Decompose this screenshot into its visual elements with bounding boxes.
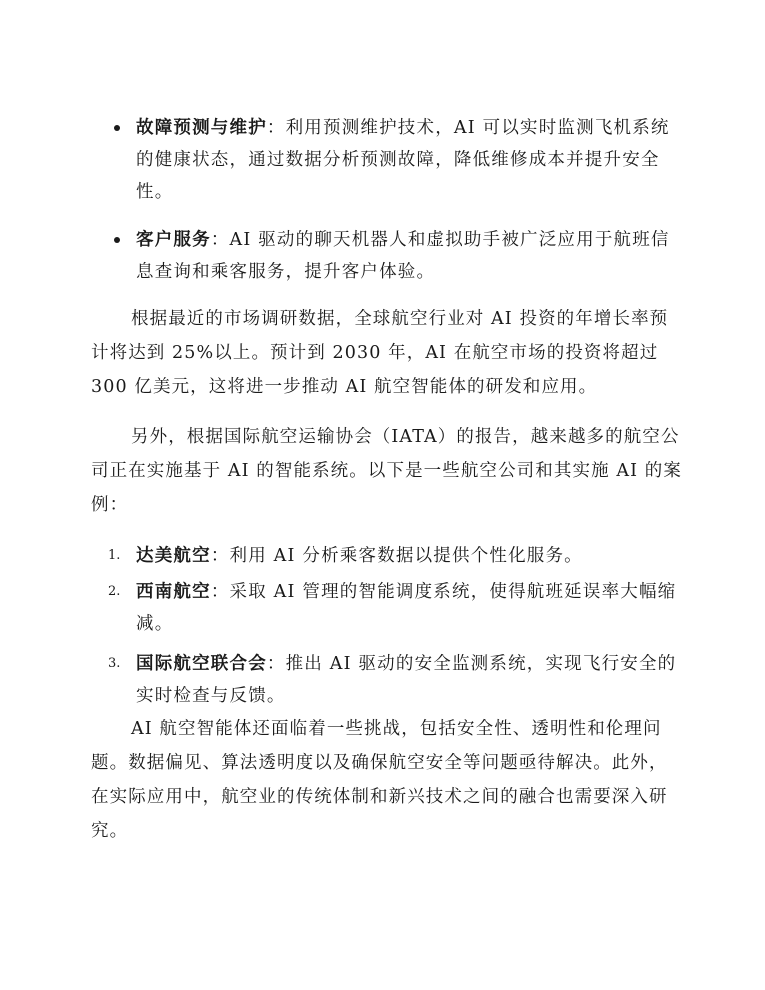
bullet-dot-icon (114, 125, 120, 131)
numbered-text: ：推出 AI 驱动的安全监测系统，实现飞行安全的实时检查与反馈。 (136, 654, 677, 706)
numbered-term: 国际航空联合会 (136, 654, 267, 674)
numbered-item-delta (108, 540, 681, 572)
bullet-text: ：AI 驱动的聊天机器人和虚拟助手被广泛应用于航班信息查询和乘客服务，提升客户体验。 (136, 230, 670, 282)
numbered-term: 西南航空 (136, 582, 211, 602)
bullet-term: 故障预测与维护 (136, 118, 267, 138)
numbered-item-iaf (108, 648, 681, 712)
numbered-text: ：利用 AI 分析乘客数据以提供个性化服务。 (210, 546, 583, 566)
paragraph-market-data: 根据最近的市场调研数据，全球航空行业对 AI 投资的年增长率预计将达到 25%以上。预计到 2030 年，AI 在航空市场的投资将超过 300 亿美元，这将进一步推动 AI 航空智能体的研发和应用。 (91, 309, 669, 397)
paragraph-challenges: AI 航空智能体还面临着一些挑战，包括安全性、透明性和伦理问题。数据偏见、算法透明度以及确保航空安全等问题亟待解决。此外，在实际应用中，航空业的传统体制和新兴技术之间的融合也需要深入研究。 (91, 719, 668, 841)
bullet-item-customer-service (136, 224, 681, 288)
bullet-text: ：利用预测维护技术，AI 可以实时监测飞机系统的健康状态，通过数据分析预测故障，降低维修成本并提升安全性。 (136, 118, 670, 202)
paragraph-iata-report: 另外，根据国际航空运输协会（IATA）的报告，越来越多的航空公司正在实施基于 AI 的智能系统。以下是一些航空公司和其实施 AI 的案例： (91, 427, 682, 515)
list-number: 2. (108, 584, 121, 599)
bullet-item-fault-prediction (136, 112, 681, 208)
bullet-dot-icon (114, 237, 120, 243)
numbered-term: 达美航空 (136, 546, 211, 566)
list-number: 3. (108, 656, 121, 671)
bullet-term: 客户服务 (136, 230, 211, 250)
numbered-item-southwest (108, 576, 681, 640)
numbered-text: ：采取 AI 管理的智能调度系统，使得航班延误率大幅缩减。 (136, 582, 677, 634)
list-number: 1. (108, 548, 121, 563)
